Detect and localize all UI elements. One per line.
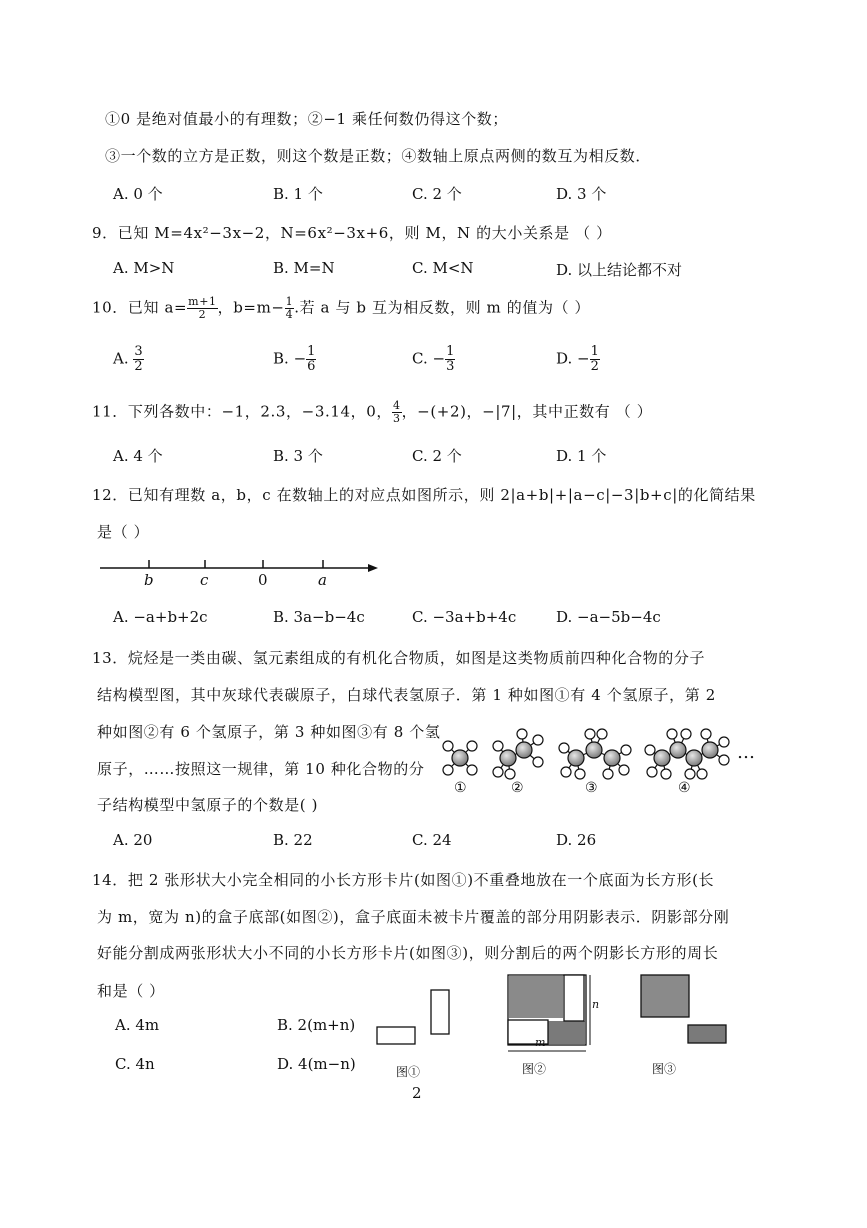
q9-option-a: A. M>N [113, 259, 175, 277]
q8-option-d: D. 3 个 [556, 185, 607, 203]
q11-fraction [392, 400, 402, 425]
q11-option-d: D. 1 个 [556, 447, 607, 465]
q10-stem [92, 296, 590, 321]
q10-fraction-b-den: 4 [285, 308, 294, 321]
q10-option-d: D. − $\frac{1}{2}$ [556, 344, 599, 374]
q12-axis-label-a: a [318, 571, 327, 589]
q11-option-a: A. 4 个 [113, 447, 163, 465]
q8-option-b: B. 1 个 [273, 185, 323, 203]
q12-option-a: A. −a+b+2c [113, 608, 208, 626]
q14-stem-line-2: 为 m，宽为 n)的盒子底部(如图②)，盒子底面未被卡片覆盖的部分用阴影表示．阴影部分刚 [97, 908, 730, 926]
q14-figure-label-1: 图① [396, 1065, 421, 1079]
q14-figures [372, 985, 732, 1055]
q10-fraction-b [285, 296, 295, 321]
molecule-2 [493, 729, 543, 779]
q8-statement-line-1: ①0 是绝对值最小的有理数；②−1 乘任何数仍得这个数； [105, 110, 508, 128]
q8-option-a: A. 0 个 [113, 185, 163, 203]
q11-fraction-num: 4 [392, 399, 401, 412]
q9-option-c: C. M<N [412, 259, 474, 277]
q10-fraction-a [187, 296, 217, 321]
q10-option-c: C. − $\frac{1}{3}$ [412, 344, 455, 374]
q12-option-b: B. 3a−b−4c [273, 608, 365, 626]
q13-stem-line-2: 结构模型图，其中灰球代表碳原子，白球代表氢原子．第 1 种如图①有 4 个氢原子，第 2 [97, 686, 716, 704]
q9-stem: 9．已知 M=4x²−3x−2，N=6x²−3x+6，则 M，N 的大小关系是 （ ） [92, 224, 612, 242]
q14-option-a: A. 4m [115, 1016, 160, 1034]
q12-option-c: C. −3a+b+4c [412, 608, 517, 626]
q14-stem-line-3: 好能分割成两张形状大小不同的小长方形卡片(如图③)，则分割后的两个阴影长方形的周长 [97, 944, 719, 962]
q12-option-d: D. −a−5b−4c [556, 608, 661, 626]
q10-stem-part-b: ，b=m− [217, 298, 285, 317]
q14-figure-2 [508, 975, 590, 1051]
q13-option-b: B. 22 [273, 831, 313, 849]
molecule-1 [443, 741, 477, 775]
molecule-4 [645, 729, 729, 779]
q8-option-c: C. 2 个 [412, 185, 462, 203]
molecule-3 [559, 729, 631, 779]
q14-figure-1 [377, 990, 449, 1044]
q10-option-b: B. − $\frac{1}{6}$ [273, 344, 316, 374]
q14-figure-label-2: 图② [522, 1062, 547, 1076]
q11-option-c: C. 2 个 [412, 447, 462, 465]
q14-figure-label-3: 图③ [652, 1062, 677, 1076]
q8-statement-line-2: ③一个数的立方是正数，则这个数是正数；④数轴上原点两侧的数互为相反数． [105, 147, 652, 165]
q14-dim-n: n [592, 998, 600, 1011]
page-number: 2 [412, 1084, 422, 1102]
q10-fraction-a-num: m+1 [188, 295, 217, 308]
q10-stem-part-a: 10．已知 a= [92, 298, 188, 317]
q13-option-d: D. 26 [556, 831, 597, 849]
q13-figure-label-4: ④ [678, 780, 691, 796]
q13-stem-line-4: 原子，……按照这一规律，第 10 种化合物的分 [97, 760, 425, 778]
q13-stem-line-3: 种如图②有 6 个氢原子，第 3 种如图③有 8 个氢 [97, 723, 441, 741]
q13-figure-label-3: ③ [585, 780, 598, 796]
q14-figure-3 [641, 975, 726, 1043]
q14-stem-line-1: 14．把 2 张形状大小完全相同的小长方形卡片(如图①)不重叠地放在一个底面为长方形(长 [92, 871, 715, 889]
q13-molecule-figures [440, 722, 740, 782]
q13-stem-line-5: 子结构模型中氢原子的个数是( ) [97, 796, 319, 814]
q14-option-c: C. 4n [115, 1055, 155, 1073]
q11-stem-part-a: 11．下列各数中：−1，2.3，−3.14，0， [92, 402, 392, 421]
q13-stem-line-1: 13．烷烃是一类由碳、氢元素组成的有机化合物质，如图是这类物质前四种化合物的分子 [92, 649, 706, 667]
q13-figure-label-1: ① [454, 780, 467, 796]
q14-option-b: B. 2(m+n) [277, 1016, 356, 1034]
q10-fraction-b-num: 1 [285, 295, 294, 308]
q12-axis-label-c: c [200, 571, 209, 589]
q14-option-d: D. 4(m−n) [277, 1055, 356, 1073]
q12-stem-line-1: 12．已知有理数 a，b，c 在数轴上的对应点如图所示，则 2|a+b|+|a−c|−3|b+c|的化简结果 [92, 486, 756, 504]
q14-stem-line-4: 和是（ ） [97, 982, 165, 1000]
q10-option-a: A. $\frac{3}{2}$ [113, 344, 143, 374]
q13-ellipsis: … [737, 742, 755, 763]
q11-fraction-den: 3 [392, 412, 401, 425]
q12-axis-label-zero: 0 [258, 571, 268, 589]
q11-option-b: B. 3 个 [273, 447, 323, 465]
q9-option-d: D. 以上结论都不对 [556, 261, 683, 279]
q10-stem-part-c: .若 a 与 b 互为相反数，则 m 的值为（ ） [294, 298, 591, 317]
q14-dim-m: m [535, 1036, 546, 1049]
q12-axis-label-b: b [144, 571, 154, 589]
q11-stem-part-b: ，−(+2)，−|7|，其中正数有 （ ） [401, 402, 653, 421]
q11-stem [92, 400, 652, 425]
q13-option-c: C. 24 [412, 831, 452, 849]
q9-option-b: B. M=N [273, 259, 335, 277]
q12-stem-line-2: 是（ ） [97, 523, 150, 541]
q12-number-line [100, 556, 385, 586]
q10-fraction-a-den: 2 [198, 308, 207, 321]
q13-figure-label-2: ② [511, 780, 524, 796]
q13-option-a: A. 20 [113, 831, 153, 849]
